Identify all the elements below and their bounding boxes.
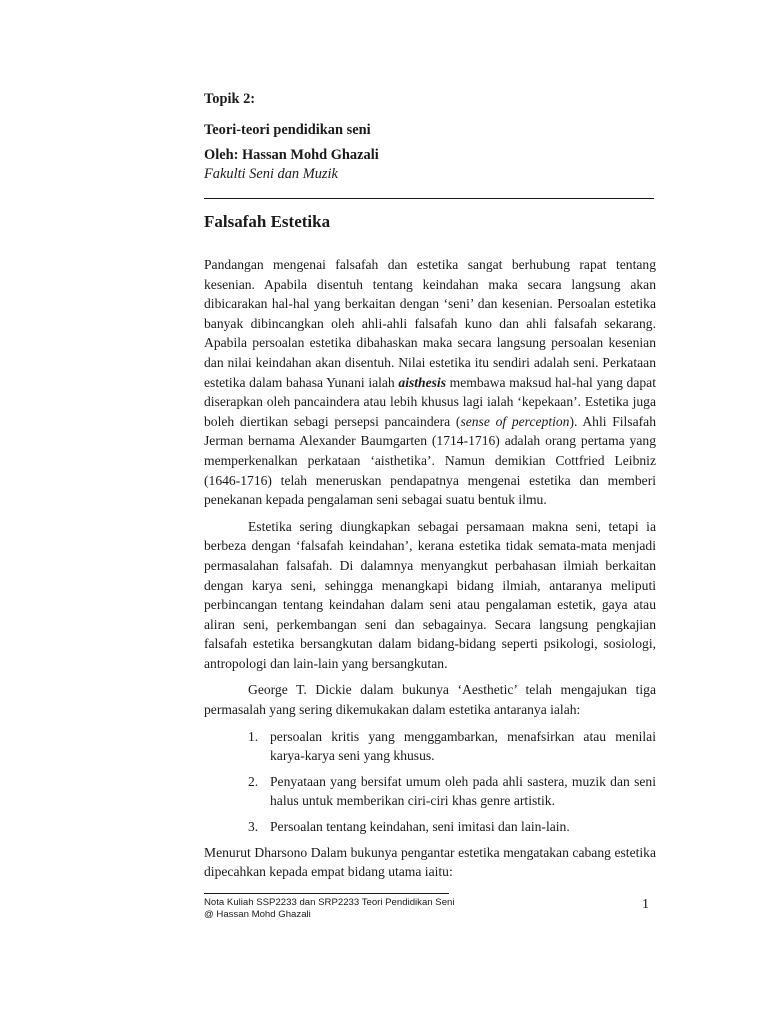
list-number: 3.: [248, 819, 259, 835]
page-number: 1: [642, 897, 649, 912]
list-text: Penyataan yang bersifat umum oleh pada ahli sastera, muzik dan seni halus untuk memberikan ciri-ciri khas genre artistik.: [270, 773, 656, 809]
footer-course-line: Nota Kuliah SSP2233 dan SRP2233 Teori Pendidikan Seni: [204, 897, 455, 908]
footer-note: [204, 897, 455, 921]
page-content: [204, 90, 656, 882]
list-item: [204, 772, 656, 811]
term-sense-of-perception: sense of perception: [460, 413, 570, 429]
paragraph-1: [204, 255, 656, 510]
paragraph-2: Estetika sering diungkapkan sebagai persamaan makna seni, tetapi ia berbeza dengan ‘falsafah keindahan’, kerana estetika tidak semata-mata menjadi permasalahan falsafah. Di dalamnya menyangkut perbahasan ilmiah berkaitan dengan karya seni, sehingga menangkapi bidang ilmiah, antaranya meliputi perbincangan tentang keindahan dalam seni atau pengalaman estetik, gaya atau aliran seni, perkembangan seni dan sebagainya. Secara langsung pengkajian falsafah estetika bersangkutan dalam bidang-bidang seperti psikologi, sosiologi, antropologi dan lain-lain yang bersangkutan.: [204, 518, 656, 671]
list-item: [204, 817, 656, 837]
problem-list: [204, 727, 656, 837]
list-text: persoalan kritis yang menggambarkan, menafsirkan atau menilai karya-karya seni yang khusus.: [270, 728, 656, 764]
paragraph-1-part-a: Pandangan mengenai falsafah dan estetika sangat berhubung rapat tentang kesenian. Apabila disentuh tentang keindahan maka secara langsung akan dibicarakan hal-hal yang berkaitan dengan ‘seni’ dan kesenian. Persoalan estetika banyak dibincangkan oleh ahli-ahli falsafah kuno dan ahli falsafah sekarang. Apabila persoalan estetika dibahaskan maka secara langsung persoalan kesenian dan nilai keindahan akan disentuh. Nilai estetika itu sendiri adalah seni. Perkataan estetika dalam bahasa Yunani ialah: [204, 257, 656, 390]
author-line: Oleh: Hassan Mohd Ghazali: [204, 147, 379, 163]
faculty-line: Fakulti Seni dan Muzik: [204, 166, 338, 182]
footer-copyright-line: @ Hassan Mohd Ghazali: [204, 909, 311, 920]
footer-divider: [204, 893, 449, 894]
paragraph-1-part-b: membawa maksud hal-hal yang dapat diserapkan oleh pancaindera atau lebih khusus lagi ialah ‘kepekaan’. Estetika juga boleh diertikan sebagi persepsi pancaindera (: [204, 374, 656, 429]
subject-heading: Teori-teori pendidikan seni: [204, 122, 371, 138]
paragraph-1-part-c: ). Ahli Filsafah Jerman bernama Alexander Baumgarten (1714-1716) adalah orang pertama yang memperkenalkan perkataan ‘aisthetika’. Namun demikian Cottfried Leibniz (1646-1716) telah meneruskan pendapatnya mengenai estetika dan memberi penekanan kepada pengalaman seni sebagai suatu bentuk ilmu.: [204, 413, 656, 508]
section-title: Falsafah Estetika: [204, 212, 331, 231]
paragraph-4: Menurut Dharsono Dalam bukunya pengantar estetika mengatakan cabang estetika dipecahkan kepada empat bidang utama iaitu:: [204, 844, 656, 880]
topic-heading: Topik 2:: [204, 91, 256, 107]
list-number: 2.: [248, 773, 259, 789]
list-text: Persoalan tentang keindahan, seni imitasi dan lain-lain.: [270, 819, 570, 835]
header-divider: [204, 198, 654, 199]
paragraph-3: George T. Dickie dalam bukunya ‘Aesthetic’ telah mengajukan tiga permasalah yang sering dikemukakan dalam estetika antaranya ialah:: [204, 682, 656, 718]
list-item: [204, 727, 656, 766]
term-aisthesis: aisthesis: [398, 374, 446, 390]
list-number: 1.: [248, 728, 259, 744]
